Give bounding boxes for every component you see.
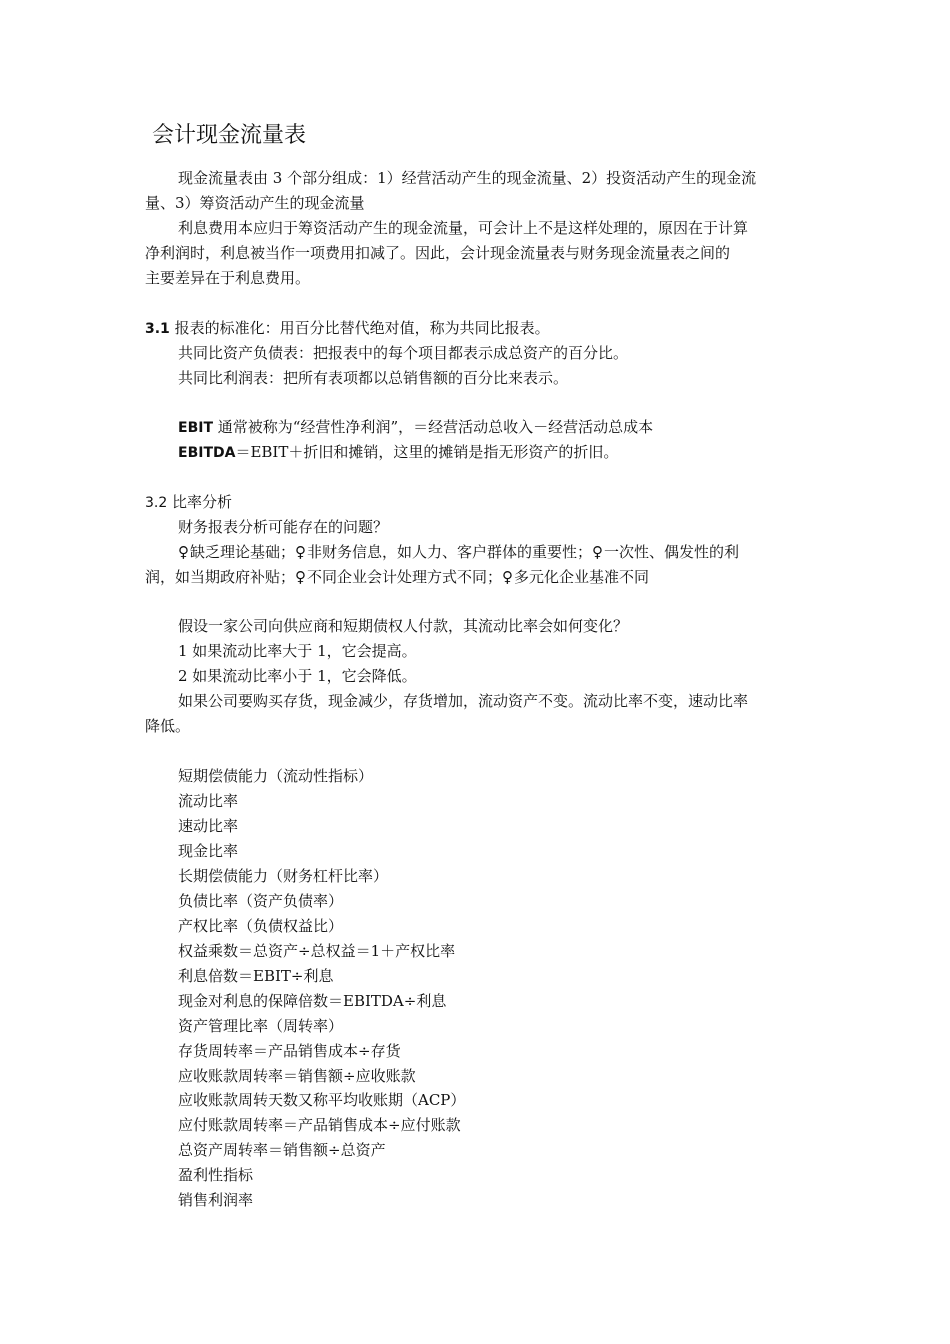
list-item: 资产管理比率（周转率） bbox=[178, 1017, 344, 1035]
ebit-label: EBIT bbox=[178, 420, 213, 436]
problem-item: 不同企业会计处理方式不同； bbox=[307, 568, 503, 586]
female-sign-icon: ♀ bbox=[295, 543, 307, 561]
section-heading-text: 报表的标准化：用百分比替代绝对值，称为共同比报表。 bbox=[169, 319, 550, 337]
list-item: 流动比率 bbox=[178, 792, 239, 810]
list-item: 产权比率（负债权益比） bbox=[178, 917, 344, 935]
intro-paragraph-2: 利息费用本应归于筹资活动产生的现金流量，可会计上不是这样处理的，原因在于计算 bbox=[178, 219, 749, 237]
intro-paragraph-1: 现金流量表由 3 个部分组成：1）经营活动产生的现金流量、2）投资活动产生的现金流 bbox=[178, 169, 757, 187]
list-item: 短期偿债能力（流动性指标） bbox=[178, 767, 374, 785]
list-item: 应收账款周转率＝销售额÷应收账款 bbox=[178, 1067, 416, 1085]
problem-item: 一次性、偶发性的利 bbox=[604, 543, 740, 561]
female-sign-icon: ♀ bbox=[502, 568, 514, 586]
list-item: 权益乘数＝总资产÷总权益＝1＋产权比率 bbox=[178, 942, 456, 960]
common-size-income-statement: 共同比利润表：把所有表项都以总销售额的百分比来表示。 bbox=[178, 369, 569, 387]
list-item: 应付账款周转率＝产品销售成本÷应付账款 bbox=[178, 1116, 461, 1134]
list-item: 利息倍数＝EBIT÷利息 bbox=[178, 967, 334, 985]
problem-list bbox=[145, 540, 843, 565]
ebit-text: 通常被称为“经营性净利润”，＝经营活动总收入－经营活动总成本 bbox=[213, 418, 654, 436]
problem-item: 缺乏理论基础； bbox=[190, 543, 296, 561]
list-item: 现金对利息的保障倍数＝EBITDA÷利息 bbox=[178, 992, 447, 1010]
list-item: 负债比率（资产负债率） bbox=[178, 892, 344, 910]
list-item: 盈利性指标 bbox=[178, 1166, 254, 1184]
list-item: 总资产周转率＝销售额÷总资产 bbox=[178, 1141, 386, 1159]
female-sign-icon: ♀ bbox=[295, 568, 307, 586]
female-sign-icon: ♀ bbox=[592, 543, 604, 561]
problem-item: 非财务信息，如人力、客户群体的重要性； bbox=[307, 543, 593, 561]
section-3-2-heading bbox=[145, 490, 810, 516]
ebitda-text: ＝EBIT＋折旧和摊销，这里的摊销是指无形资产的折旧。 bbox=[235, 443, 619, 461]
ebitda-definition bbox=[145, 440, 843, 466]
intro-paragraph-1-cont: 量、3）筹资活动产生的现金流量 bbox=[145, 194, 365, 212]
section-number: 3.2 bbox=[145, 495, 168, 511]
list-item: 销售利润率 bbox=[178, 1191, 254, 1209]
scenario-paragraph-cont: 降低。 bbox=[145, 717, 191, 735]
female-sign-icon: ♀ bbox=[178, 543, 189, 561]
section-3-1-heading bbox=[145, 316, 810, 342]
scenario-answer-2: 2 如果流动比率小于 1，它会降低。 bbox=[178, 667, 417, 685]
ebitda-label: EBITDA bbox=[178, 445, 236, 461]
problem-item-cont: 润，如当期政府补贴； bbox=[145, 568, 296, 586]
problem-item: 多元化企业基准不同 bbox=[514, 568, 650, 586]
ebit-definition bbox=[145, 415, 843, 441]
list-item: 速动比率 bbox=[178, 817, 239, 835]
section-heading-text: 比率分析 bbox=[167, 493, 233, 511]
scenario-paragraph: 如果公司要购买存货，现金减少，存货增加，流动资产不变。流动比率不变，速动比率 bbox=[178, 692, 749, 710]
intro-paragraph-2-cont: 净利润时，利息被当作一项费用扣减了。因此，会计现金流量表与财务现金流量表之间的 bbox=[145, 244, 731, 262]
list-item: 存货周转率＝产品销售成本÷存货 bbox=[178, 1042, 401, 1060]
list-item: 应收账款周转天数又称平均收账期（ACP） bbox=[178, 1091, 466, 1109]
section-number: 3.1 bbox=[145, 321, 170, 337]
analysis-question: 财务报表分析可能存在的问题？ bbox=[178, 518, 389, 536]
intro-paragraph-2-end: 主要差异在于利息费用。 bbox=[145, 269, 311, 287]
problem-list-cont bbox=[145, 565, 810, 590]
list-item: 长期偿债能力（财务杠杆比率） bbox=[178, 867, 389, 885]
common-size-balance-sheet: 共同比资产负债表：把报表中的每个项目都表示成总资产的百分比。 bbox=[178, 344, 629, 362]
scenario-answer-1: 1 如果流动比率大于 1，它会提高。 bbox=[178, 642, 417, 660]
list-item: 现金比率 bbox=[178, 842, 239, 860]
scenario-question: 假设一家公司向供应商和短期债权人付款，其流动比率会如何变化？ bbox=[178, 617, 629, 635]
document-title: 会计现金流量表 bbox=[152, 123, 307, 148]
